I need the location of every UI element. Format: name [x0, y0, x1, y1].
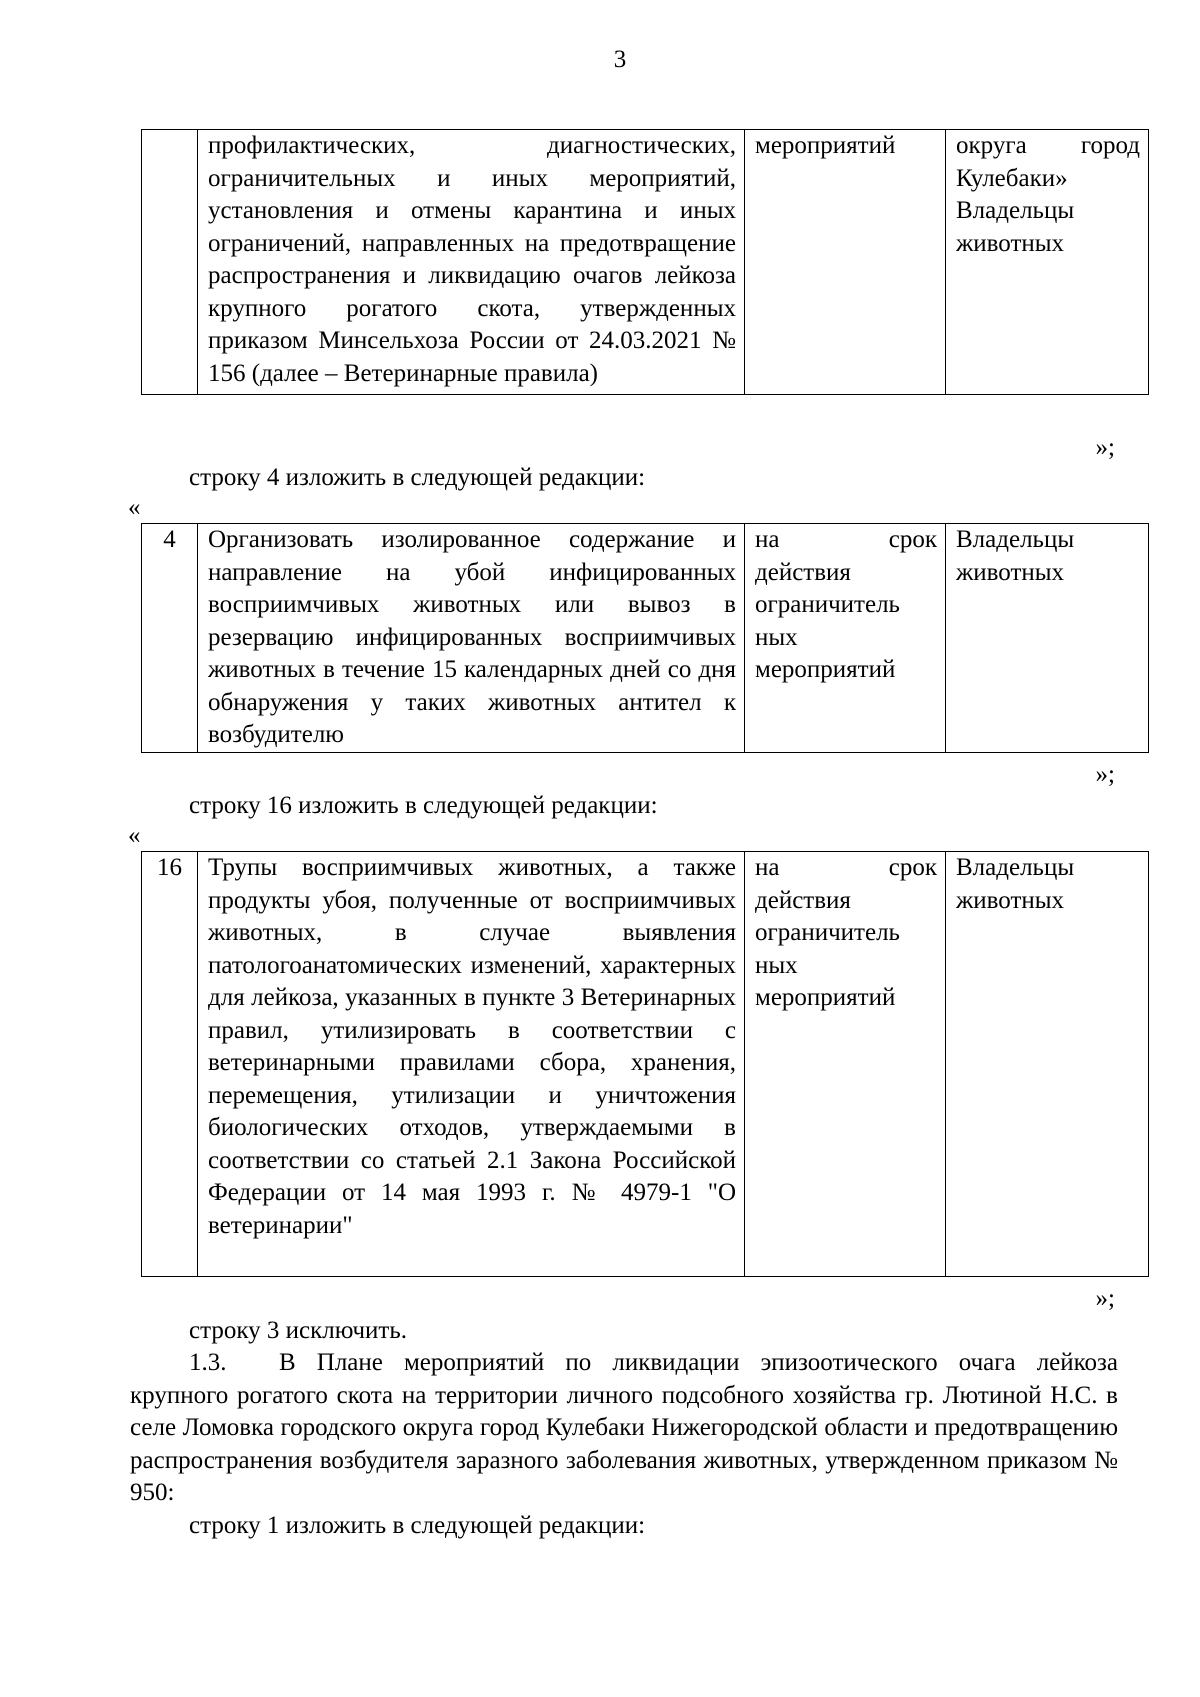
- description-cell: Организовать изолированное содержание и направление на убой инфицированных восприимчивых животных или вывоз в резервацию инфицированных восприимчивых животных в течение 15 календарных дней со дня обнаружения у таких животных антител к возбудителю: [198, 524, 745, 753]
- deadline-first-line: [755, 524, 937, 557]
- description-cell: профилактических, диагностических, ограничительных и иных мероприятий, установления и отмены карантина и иных ограничений, направленных на предотвращение распространения и ликвидацию очагов лейкоза крупного рогатого скота, утвержденных приказом Минсельхоза России от 24.03.2021 № 156 (далее – Ветеринарные правила): [198, 130, 745, 395]
- row-number-cell: 4: [142, 524, 198, 753]
- row-number-cell: [142, 130, 198, 395]
- responsible-cell: Владельцы животных: [946, 852, 1149, 1277]
- closing-quote: »;: [1095, 761, 1115, 788]
- table-row: [142, 852, 1149, 1277]
- table-row-16: [141, 851, 1149, 1277]
- deadline-word-na: на: [755, 526, 780, 553]
- page-number: 3: [613, 46, 627, 73]
- table-row: [142, 130, 1149, 395]
- responsible-cell: округа город Кулебаки» Владельцы животных: [946, 130, 1149, 395]
- deadline-rest: действия ограничитель ных мероприятий: [755, 886, 900, 1011]
- description-cell: Трупы восприимчивых животных, а также продукты убоя, полученные от восприимчивых животных, в случае выявления патологоанатомических изменений, характерных для лейкоза, указанных в пункте 3 Ветеринарных правил, утилизировать в соответствии с ветеринарными правилами сбора, хранения, перемещения, утилизации и уничтожения биологических отходов, утверждаемыми в соответствии со статьей 2.1 Закона Российской Федерации от 14 мая 1993 г. № 4979-1 "О ветеринарии": [198, 852, 745, 1277]
- deadline-cell: [745, 524, 946, 753]
- closing-quote: »;: [1095, 434, 1115, 461]
- opening-quote: «: [128, 494, 141, 521]
- row-number-cell: 16: [142, 852, 198, 1277]
- deadline-cell: [745, 852, 946, 1277]
- table-row-4: [141, 523, 1149, 753]
- table-fragment-continuation: [141, 129, 1149, 395]
- deadline-word-na: на: [755, 854, 780, 881]
- paragraph-text: В Плане мероприятий по ликвидации эпизоотического очага лейкоза крупного рогатого скота на территории личного подсобного хозяйства гр. Лютиной Н.С. в селе Ломовка городского округа город Кулебаки Нижегородской области и предотвращению распространения возбудителя заразного заболевания животных, утвержденном приказом № 950:: [130, 1349, 1118, 1506]
- instruction-text: строку 1 изложить в следующей редакции:: [189, 1512, 646, 1539]
- opening-quote: «: [128, 822, 141, 849]
- deadline-word-srok: срок: [888, 526, 937, 553]
- deadline-cell: мероприятий: [745, 130, 946, 395]
- table-row: [142, 524, 1149, 753]
- paragraph-1-3: [130, 1347, 1118, 1510]
- instruction-text: строку 16 изложить в следующей редакции:: [189, 792, 658, 819]
- instruction-text: строку 4 изложить в следующей редакции:: [189, 464, 646, 491]
- deadline-rest: действия ограничитель ных мероприятий: [755, 558, 900, 683]
- responsible-cell: Владельцы животных: [946, 524, 1149, 753]
- paragraph-label: 1.3.: [189, 1349, 227, 1376]
- closing-quote: »;: [1095, 1285, 1115, 1312]
- deadline-word-srok: срок: [888, 854, 937, 881]
- deadline-first-line: [755, 852, 937, 885]
- instruction-text: строку 3 исключить.: [189, 1317, 407, 1344]
